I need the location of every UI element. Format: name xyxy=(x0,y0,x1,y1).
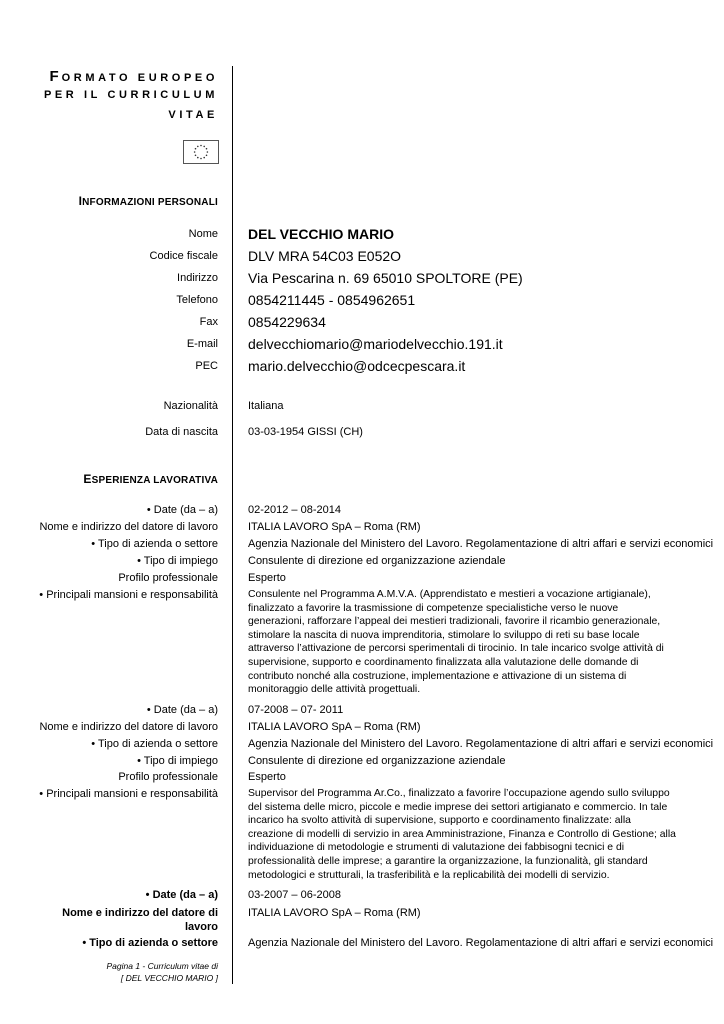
job1-profile: Esperto xyxy=(248,572,286,584)
job2-duties-label: • Principali mansioni e responsabilità xyxy=(39,788,218,800)
label-data-nascita: Data di nascita xyxy=(145,426,218,438)
value-codice-fiscale: DLV MRA 54C03 E052O xyxy=(248,248,402,264)
value-fax: 0854229634 xyxy=(248,314,326,330)
label-nazionalita: Nazionalità xyxy=(163,400,218,412)
job2-duties: Supervisor del Programma Ar.Co., finalizzato a favorire l’occupazione agendo sullo sviluppo del sistema delle micro, piccole e medie imprese dei settori artigianato e commercio. In tale incarico ha svolto attività di supervisione, supporto e coordinamento finalizzate: alla creazione di modelli di servizio in area Amministrazione, Finanza e Controllo di Gestione; alla individuazione di metodologie e strumenti di valutazione dei fabbisogni tecnici e di professionalità delle imprese; a garantire la organizzazione, la funzionalità, gli standard metodologici e strutturali, la trasferibilità e la replicabilità dei modelli di servizio. xyxy=(248,788,676,881)
job2-date: 07-2008 – 07- 2011 xyxy=(248,704,344,716)
job2-sector: Agenzia Nazionale del Ministero del Lavoro. Regolamentazione di altri affari e servizi economici xyxy=(248,738,714,750)
job1-type-label: • Tipo di impiego xyxy=(137,555,218,567)
label-codice-fiscale: Codice fiscale xyxy=(149,250,218,262)
label-nome: Nome xyxy=(188,228,218,240)
label-pec: PEC xyxy=(195,360,218,372)
value-email: delvecchiomario@mariodelvecchio.191.it xyxy=(248,336,503,352)
label-indirizzo: Indirizzo xyxy=(177,272,218,284)
title-line-2: PER IL CURRICULUM xyxy=(43,89,218,101)
label-email: E-mail xyxy=(186,338,218,350)
job2-type: Consulente di direzione ed organizzazione aziendale xyxy=(248,755,506,767)
title-initial: F xyxy=(49,68,62,85)
job3-employer-label-1: Nome e indirizzo del datore di xyxy=(62,907,218,919)
job1-sector: Agenzia Nazionale del Ministero del Lavoro. Regolamentazione di altri affari e servizi economici xyxy=(248,538,714,550)
section-title: NFORMAZIONI PERSONALI xyxy=(82,197,218,208)
job1-sector-label: • Tipo di azienda o settore xyxy=(91,538,218,550)
section-initial: I xyxy=(78,194,83,208)
cv-format-title xyxy=(49,68,218,85)
job1-date-label: • Date (da – a) xyxy=(146,504,218,516)
title-line-1: ORMATO EUROPEO xyxy=(61,72,218,84)
job2-type-label: • Tipo di impiego xyxy=(137,755,218,767)
job3-sector: Agenzia Nazionale del Ministero del Lavoro. Regolamentazione di altri affari e servizi economici xyxy=(248,937,714,949)
label-fax: Fax xyxy=(199,316,218,328)
job1-date: 02-2012 – 08-2014 xyxy=(248,504,341,516)
column-divider xyxy=(232,66,233,984)
job3-sector-label: • Tipo di azienda o settore xyxy=(82,937,218,949)
job2-date-label: • Date (da – a) xyxy=(146,704,218,716)
title-line-3: VITAE xyxy=(168,109,218,121)
eu-flag-icon xyxy=(183,140,219,164)
job1-duties-label: • Principali mansioni e responsabilità xyxy=(39,589,218,601)
footer-name-line: [ DEL VECCHIO MARIO ] xyxy=(120,973,218,983)
value-data-nascita: 03-03-1954 GISSI (CH) xyxy=(248,426,363,438)
value-nazionalita: Italiana xyxy=(248,400,284,412)
job2-sector-label: • Tipo di azienda o settore xyxy=(91,738,218,750)
section-title: SPERIENZA LAVORATIVA xyxy=(91,475,218,486)
section-work-experience xyxy=(83,472,218,486)
job3-employer: ITALIA LAVORO SpA – Roma (RM) xyxy=(248,907,421,919)
job3-employer-label-2: lavoro xyxy=(184,921,218,933)
job1-duties: Consulente nel Programma A.M.V.A. (Apprendistato e mestieri a vocazione artigianale), finalizzato a favorire la trasmissione di competenze specialistiche verso le nuove generazioni, rafforzare l’appeal dei mestieri tradizionali, favorire il ricambio generazionale, stimolare la nascita di nuova imprenditoria, stimolare lo sviluppo di reti su base locale attraverso l’attivazione de percorsi sperimentali di tirocinio. In tale incarico svolge attività di supervisione, supporto e coordinamento finalizzata alla valutazione delle domande di contributo nonché alla costruzione, implementazione e attivazione di un sistema di monitoraggio delle attività progettuali. xyxy=(248,589,664,696)
job2-profile-label: Profilo professionale xyxy=(118,771,218,783)
value-pec: mario.delvecchio@odcecpescara.it xyxy=(248,358,466,374)
job1-profile-label: Profilo professionale xyxy=(118,572,218,584)
value-nome: DEL VECCHIO MARIO xyxy=(248,226,394,242)
job2-employer-label: Nome e indirizzo del datore di lavoro xyxy=(39,721,218,733)
job3-date: 03-2007 – 06-2008 xyxy=(248,889,341,901)
job1-employer: ITALIA LAVORO SpA – Roma (RM) xyxy=(248,521,421,533)
job2-profile: Esperto xyxy=(248,771,286,783)
footer-page-line: Pagina 1 - Curriculum vitae di xyxy=(106,961,218,971)
label-telefono: Telefono xyxy=(176,294,218,306)
job1-employer-label: Nome e indirizzo del datore di lavoro xyxy=(39,521,218,533)
job2-employer: ITALIA LAVORO SpA – Roma (RM) xyxy=(248,721,421,733)
value-telefono: 0854211445 - 0854962651 xyxy=(248,292,416,308)
value-indirizzo: Via Pescarina n. 69 65010 SPOLTORE (PE) xyxy=(248,270,523,286)
job3-date-label: • Date (da – a) xyxy=(145,889,218,901)
job1-type: Consulente di direzione ed organizzazione aziendale xyxy=(248,555,506,567)
section-personal-info xyxy=(79,194,218,208)
section-initial: E xyxy=(83,472,92,486)
